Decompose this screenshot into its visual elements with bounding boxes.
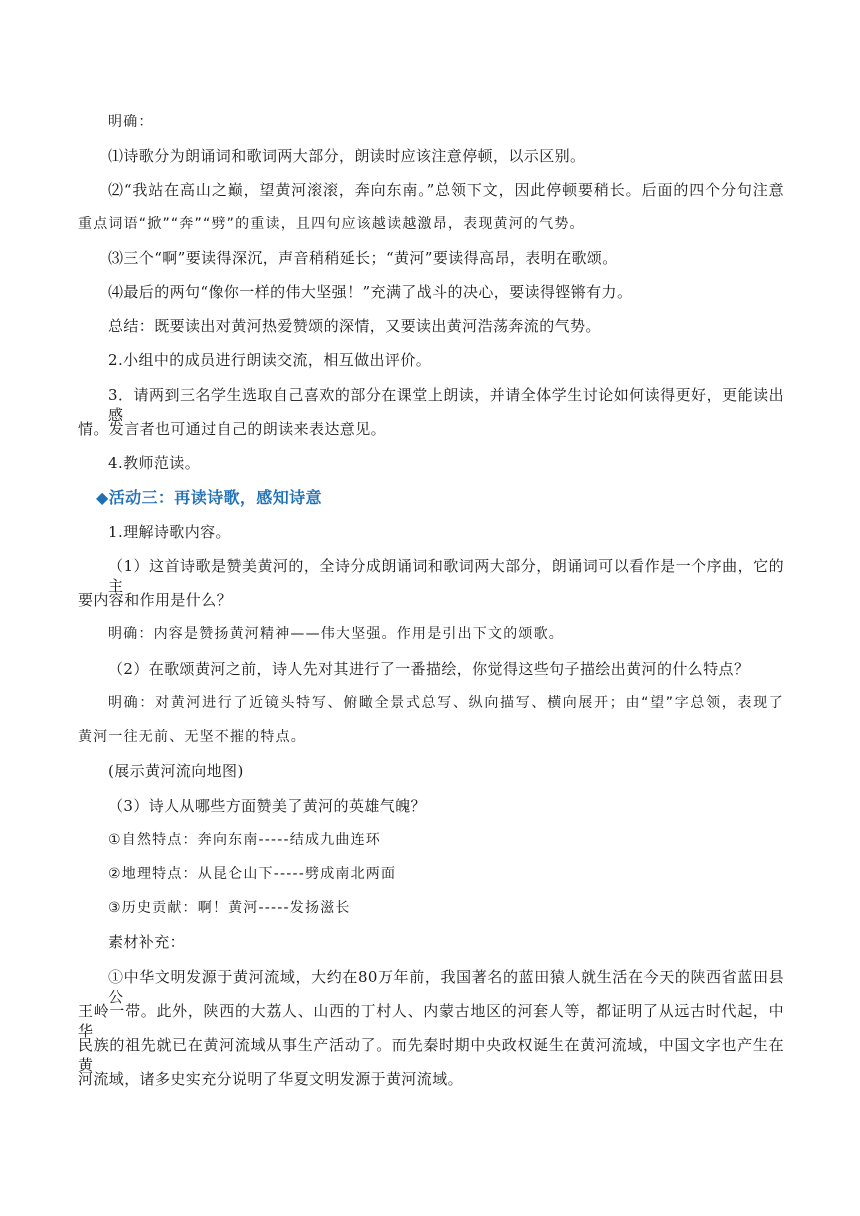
section-heading: ◆活动三：再读诗歌，感知诗意	[96, 488, 322, 507]
paragraph: 民族的祖先就已在黄河流域从事生产活动了。而先秦时期中央政权诞生在黄河流域，中国文字也产生在黄	[78, 1036, 784, 1074]
paragraph: 素材补充：	[108, 933, 186, 951]
paragraph: ⑶三个“啊”要读得深沉，声音稍稍延长；“黄河”要读得高昂，表明在歌颂。	[108, 249, 618, 267]
paragraph: ③历史贡献：啊！黄河-----发扬滋长	[108, 900, 351, 916]
paragraph: 明确：	[108, 114, 154, 130]
paragraph: 2.小组中的成员进行朗读交流，相互做出评价。	[108, 351, 432, 369]
paragraph: 情。发言者也可通过自己的朗读来表达意见。	[78, 420, 387, 438]
paragraph: ①自然特点：奔向东南-----结成九曲连环	[108, 832, 382, 848]
paragraph: 1.理解诗歌内容。	[108, 523, 231, 541]
paragraph: 明确：对黄河进行了近镜头特写、俯瞰全景式总写、纵向描写、横向展开；由“望”字总领，表现了	[108, 695, 784, 711]
paragraph: 总结：既要读出对黄河热爱赞颂的深情，又要读出黄河浩荡奔流的气势。	[108, 317, 601, 335]
paragraph: ②地理特点：从昆仑山下-----劈成南北两面	[108, 866, 397, 882]
paragraph: 河流域，诸多史实充分说明了华夏文明发源于黄河流域。	[78, 1070, 464, 1088]
paragraph: 要内容和作用是什么？	[78, 591, 233, 609]
paragraph: （3）诗人从哪些方面赞美了黄河的英雄气魄？	[108, 797, 426, 815]
paragraph: （1）这首诗歌是赞美黄河的，全诗分成朗诵词和歌词两大部分，朗诵词可以看作是一个序曲，它的主	[108, 557, 784, 595]
paragraph: 3．请两到三名学生选取自己喜欢的部分在课堂上朗读，并请全体学生讨论如何读得更好，更能读出感	[108, 386, 784, 424]
paragraph: 黄河一往无前、无坚不摧的特点。	[78, 729, 306, 745]
paragraph: ⑴诗歌分为朗诵词和歌词两大部分，朗读时应该注意停顿，以示区别。	[108, 147, 586, 165]
paragraph: 4.教师范读。	[108, 454, 201, 472]
paragraph: ①中华文明发源于黄河流域，大约在80万年前，我国著名的蓝田猿人就生活在今天的陕西省蓝田县公	[108, 968, 784, 1006]
paragraph: 明确：内容是赞扬黄河精神——伟大坚强。作用是引出下文的颂歌。	[108, 626, 564, 642]
paragraph: 重点词语“掀”“奔”“劈”的重读，且四句应该越读越激昂，表现黄河的气势。	[78, 216, 585, 232]
paragraph: ⑷最后的两句“像你一样的伟大坚强！”充满了战斗的决心，要读得铿锵有力。	[108, 283, 633, 301]
paragraph: (展示黄河流向地图)	[108, 762, 244, 780]
paragraph: ⑵“我站在高山之巅，望黄河滚滚，奔向东南。”总领下文，因此停顿要稍长。后面的四个分句注意	[108, 181, 784, 199]
paragraph: 王岭一带。此外，陕西的大荔人、山西的丁村人、内蒙古地区的河套人等，都证明了从远古时代起，中华	[78, 1002, 784, 1040]
paragraph: （2）在歌颂黄河之前，诗人先对其进行了一番描绘，你觉得这些句子描绘出黄河的什么特点？	[108, 660, 750, 678]
